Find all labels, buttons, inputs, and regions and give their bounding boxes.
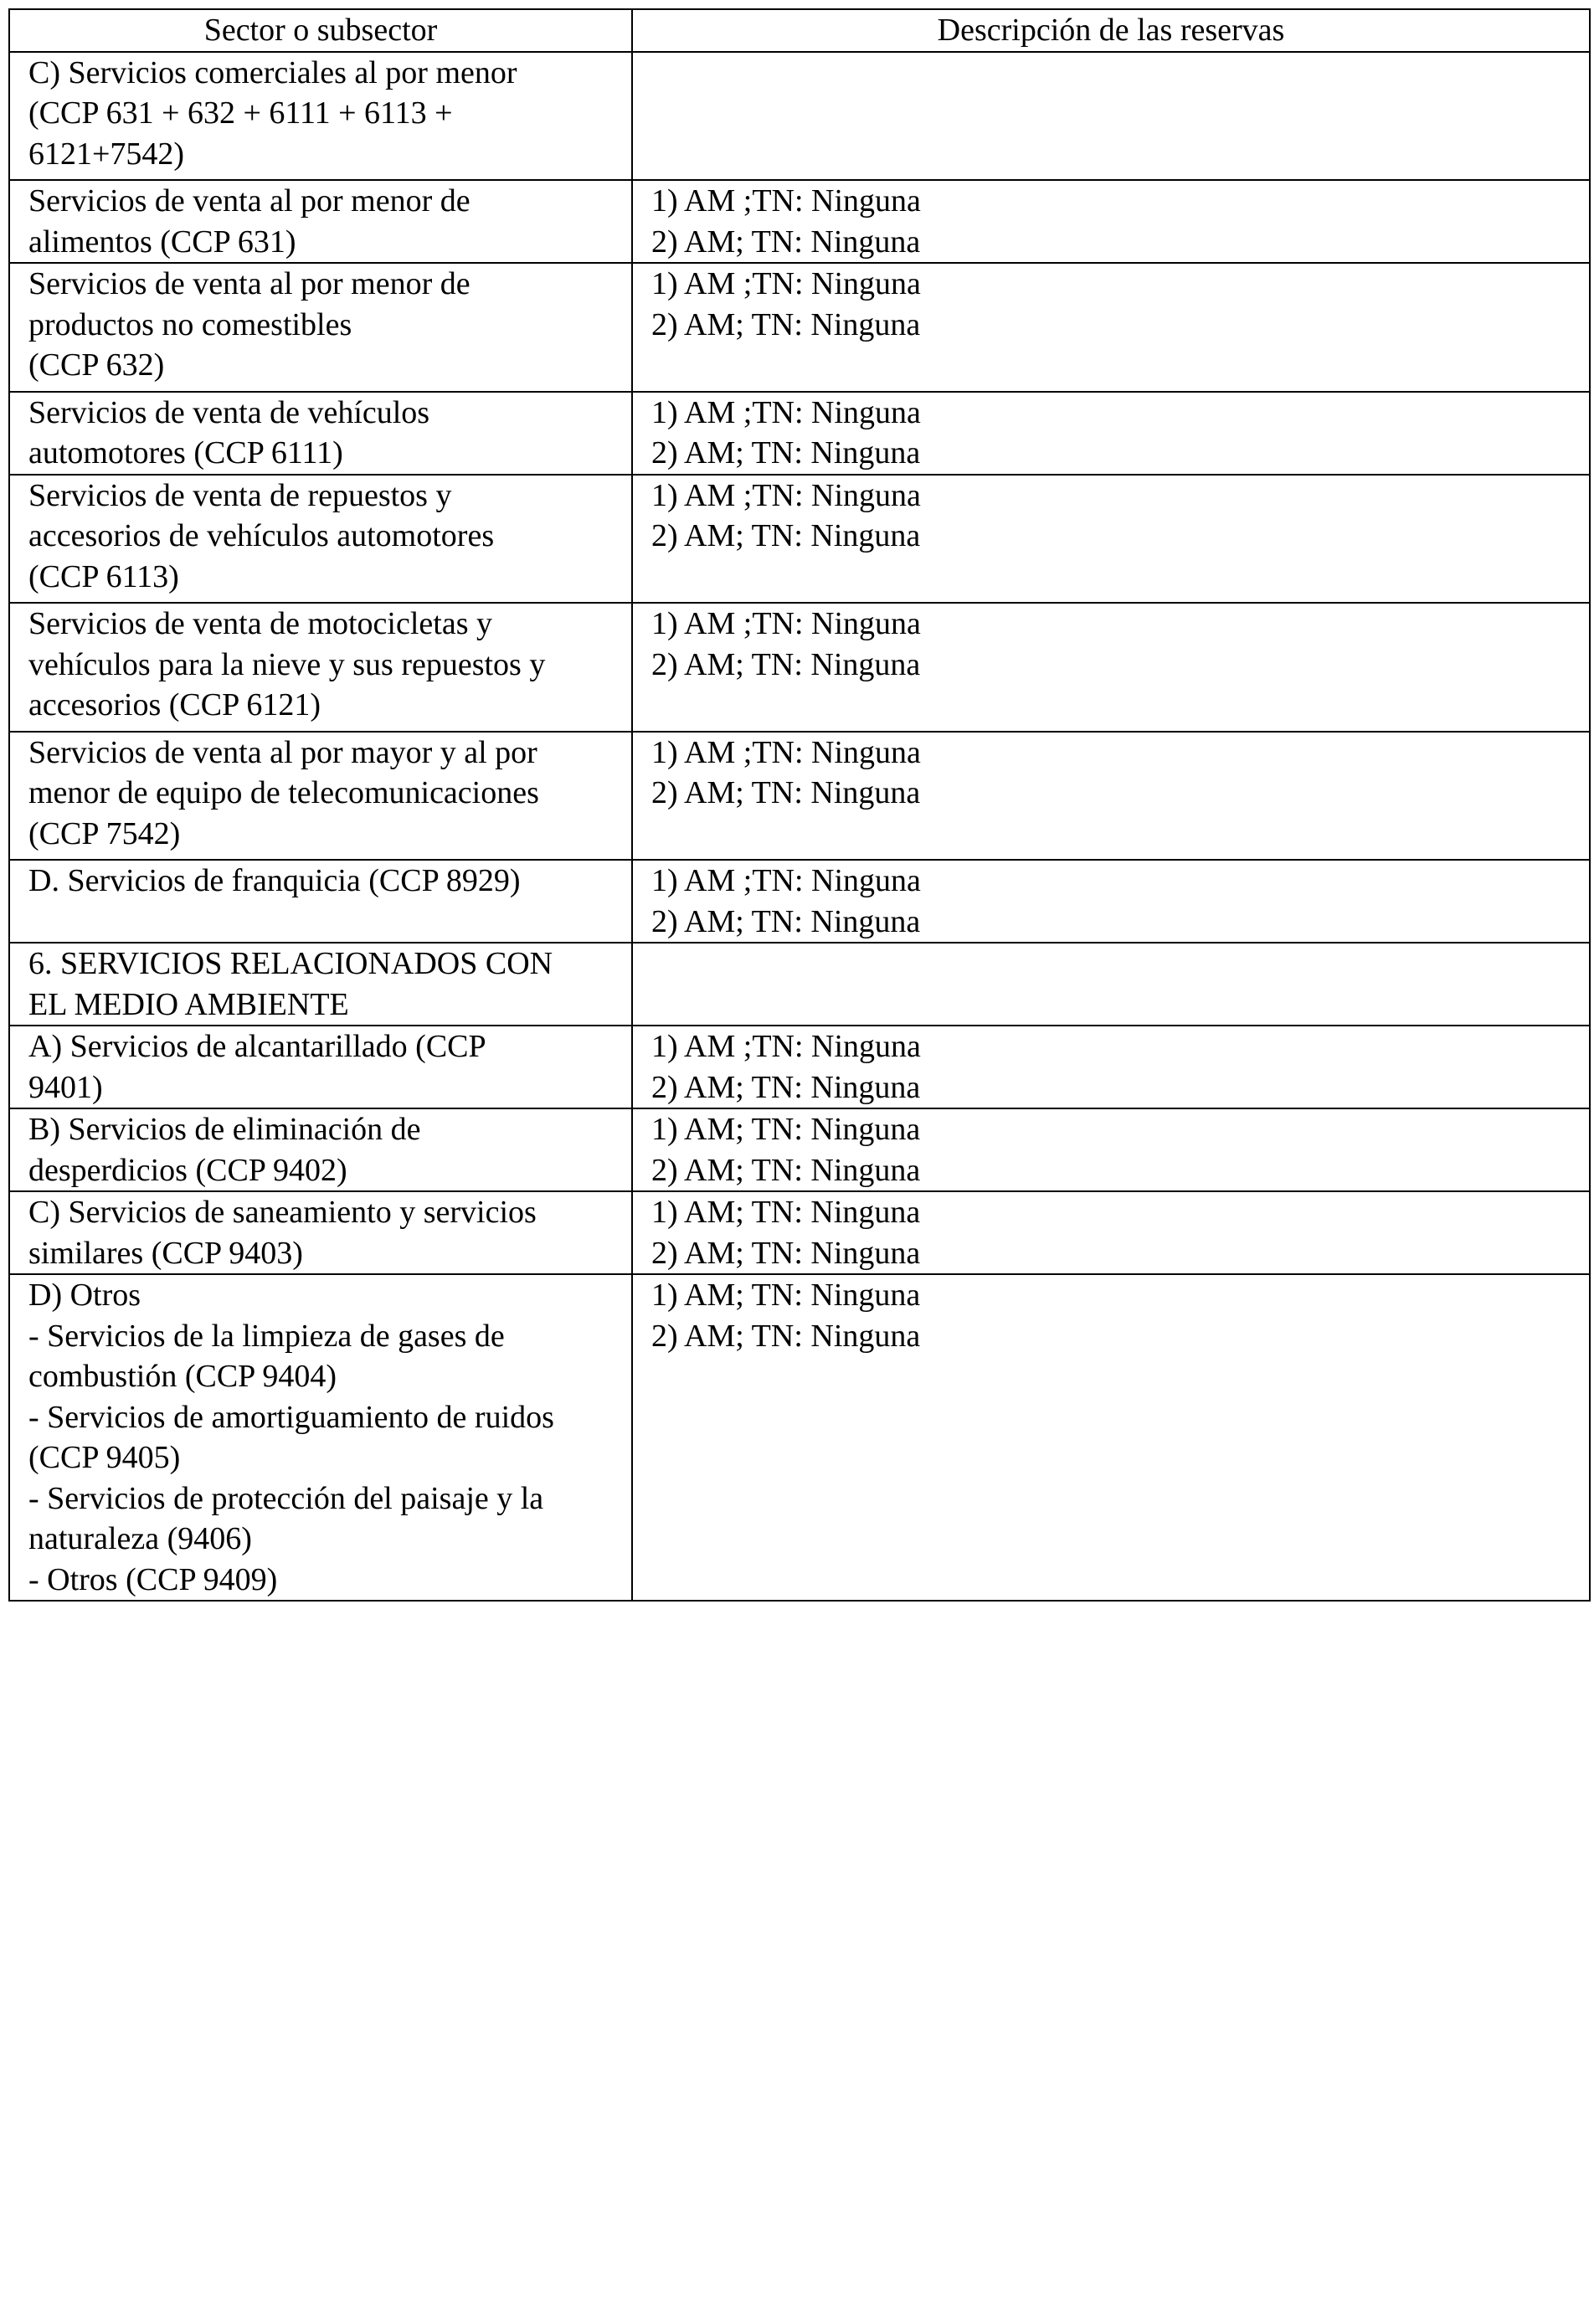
- sector-text: (CCP 7542): [28, 815, 181, 851]
- sector-cell: [9, 1108, 632, 1191]
- sector-text: D. Servicios de franquicia (CCP 8929): [28, 863, 521, 898]
- table-header-row: [9, 9, 1590, 52]
- sector-text: Servicios de venta de motocicletas y: [28, 606, 492, 641]
- sector-cell: [9, 52, 632, 181]
- sector-cell: [9, 263, 632, 392]
- sector-cell: [9, 732, 632, 861]
- sector-cell: [9, 1191, 632, 1274]
- sector-text: desperdicios (CCP 9402): [28, 1152, 347, 1188]
- sector-cell: [9, 860, 632, 943]
- reserva-text: 1) AM ;TN: Ninguna: [651, 266, 921, 301]
- sector-text: D) Otros: [28, 1278, 141, 1313]
- sector-text: Servicios de venta de repuestos y: [28, 477, 452, 513]
- reserva-text: 1) AM; TN: Ninguna: [651, 1195, 921, 1230]
- reserva-text: 2) AM; TN: Ninguna: [651, 646, 921, 682]
- reserva-text: 1) AM; TN: Ninguna: [651, 1278, 921, 1313]
- table-row: [9, 603, 1590, 732]
- sector-text: B) Servicios de eliminación de: [28, 1112, 421, 1147]
- header-sector: Sector o subsector: [9, 9, 632, 52]
- sector-text: (CCP 6113): [28, 558, 179, 594]
- reserva-cell: [632, 1026, 1590, 1108]
- sector-text: C) Servicios comerciales al por menor: [28, 54, 517, 90]
- table-row: [9, 1026, 1590, 1108]
- reserva-text: 2) AM; TN: Ninguna: [651, 903, 921, 939]
- reserva-text: 2) AM; TN: Ninguna: [651, 435, 921, 470]
- reserva-text: 1) AM ;TN: Ninguna: [651, 1029, 921, 1064]
- reserva-cell: [632, 1191, 1590, 1274]
- table-row: [9, 732, 1590, 861]
- reserva-cell: [632, 475, 1590, 604]
- reserva-text: 2) AM; TN: Ninguna: [651, 1318, 921, 1354]
- table-row: [9, 1108, 1590, 1191]
- reserva-text: 2) AM; TN: Ninguna: [651, 306, 921, 342]
- sector-text: Servicios de venta al por menor de: [28, 183, 470, 219]
- sector-text: menor de equipo de telecomunicaciones: [28, 775, 539, 810]
- sector-cell: [9, 392, 632, 475]
- reserva-text: 1) AM ;TN: Ninguna: [651, 477, 921, 513]
- table-row: [9, 263, 1590, 392]
- sector-text: accesorios (CCP 6121): [28, 687, 321, 722]
- sector-text: (CCP 9405): [28, 1440, 181, 1475]
- sector-text: productos no comestibles: [28, 306, 352, 342]
- header-reservas: Descripción de las reservas: [632, 9, 1590, 52]
- reserva-cell: [632, 392, 1590, 475]
- sector-text: - Otros (CCP 9409): [28, 1561, 278, 1597]
- table-row: [9, 52, 1590, 181]
- sector-text: C) Servicios de saneamiento y servicios: [28, 1195, 537, 1230]
- sector-text: similares (CCP 9403): [28, 1235, 303, 1271]
- sector-text: 6121+7542): [28, 136, 185, 172]
- table-row: [9, 1191, 1590, 1274]
- reserva-cell: [632, 603, 1590, 732]
- reserva-text: 2) AM; TN: Ninguna: [651, 775, 921, 810]
- sector-text: 9401): [28, 1069, 103, 1105]
- sector-cell: [9, 1274, 632, 1601]
- reservations-table: [8, 8, 1591, 1602]
- reserva-text: 2) AM; TN: Ninguna: [651, 1152, 921, 1188]
- sector-text: accesorios de vehículos automotores: [28, 518, 495, 553]
- sector-text: EL MEDIO AMBIENTE: [28, 986, 349, 1022]
- reserva-cell: [632, 180, 1590, 263]
- sector-text: Servicios de venta al por menor de: [28, 266, 470, 301]
- sector-text: Servicios de venta de vehículos: [28, 394, 430, 430]
- sector-text: (CCP 631 + 632 + 6111 + 6113 +: [28, 95, 453, 131]
- reserva-cell: [632, 732, 1590, 861]
- reserva-text: 1) AM ;TN: Ninguna: [651, 734, 921, 770]
- sector-text: A) Servicios de alcantarillado (CCP: [28, 1029, 486, 1064]
- table-row: [9, 860, 1590, 943]
- reserva-text: 2) AM; TN: Ninguna: [651, 1235, 921, 1271]
- reserva-cell: [632, 943, 1590, 1026]
- reserva-cell: [632, 860, 1590, 943]
- reserva-text: 1) AM ;TN: Ninguna: [651, 863, 921, 898]
- table-body: [9, 52, 1590, 1602]
- reserva-text: 1) AM ;TN: Ninguna: [651, 606, 921, 641]
- table-row: [9, 475, 1590, 604]
- reserva-text: 1) AM; TN: Ninguna: [651, 1112, 921, 1147]
- reserva-cell: [632, 1108, 1590, 1191]
- sector-cell: [9, 475, 632, 604]
- table-row: [9, 943, 1590, 1026]
- sector-text: automotores (CCP 6111): [28, 435, 343, 470]
- sector-text: vehículos para la nieve y sus repuestos y: [28, 646, 546, 682]
- reserva-cell: [632, 1274, 1590, 1601]
- reserva-text: 1) AM ;TN: Ninguna: [651, 394, 921, 430]
- sector-cell: [9, 1026, 632, 1108]
- sector-cell: [9, 603, 632, 732]
- sector-text: - Servicios de protección del paisaje y la: [28, 1480, 544, 1516]
- table-row: [9, 392, 1590, 475]
- sector-cell: [9, 180, 632, 263]
- sector-cell: [9, 943, 632, 1026]
- sector-text: 6. SERVICIOS RELACIONADOS CON: [28, 946, 553, 981]
- sector-text: naturaleza (9406): [28, 1521, 252, 1556]
- reserva-cell: [632, 263, 1590, 392]
- reserva-text: 2) AM; TN: Ninguna: [651, 1069, 921, 1105]
- reserva-text: 2) AM; TN: Ninguna: [651, 224, 921, 260]
- sector-text: combustión (CCP 9404): [28, 1359, 337, 1394]
- table-row: [9, 180, 1590, 263]
- reserva-text: 1) AM ;TN: Ninguna: [651, 183, 921, 219]
- table-row: [9, 1274, 1590, 1601]
- sector-text: - Servicios de amortiguamiento de ruidos: [28, 1399, 554, 1435]
- reserva-cell: [632, 52, 1590, 181]
- reserva-text: 2) AM; TN: Ninguna: [651, 518, 921, 553]
- sector-text: (CCP 632): [28, 347, 165, 383]
- sector-text: alimentos (CCP 631): [28, 224, 296, 260]
- sector-text: - Servicios de la limpieza de gases de: [28, 1318, 505, 1354]
- sector-text: Servicios de venta al por mayor y al por: [28, 734, 537, 770]
